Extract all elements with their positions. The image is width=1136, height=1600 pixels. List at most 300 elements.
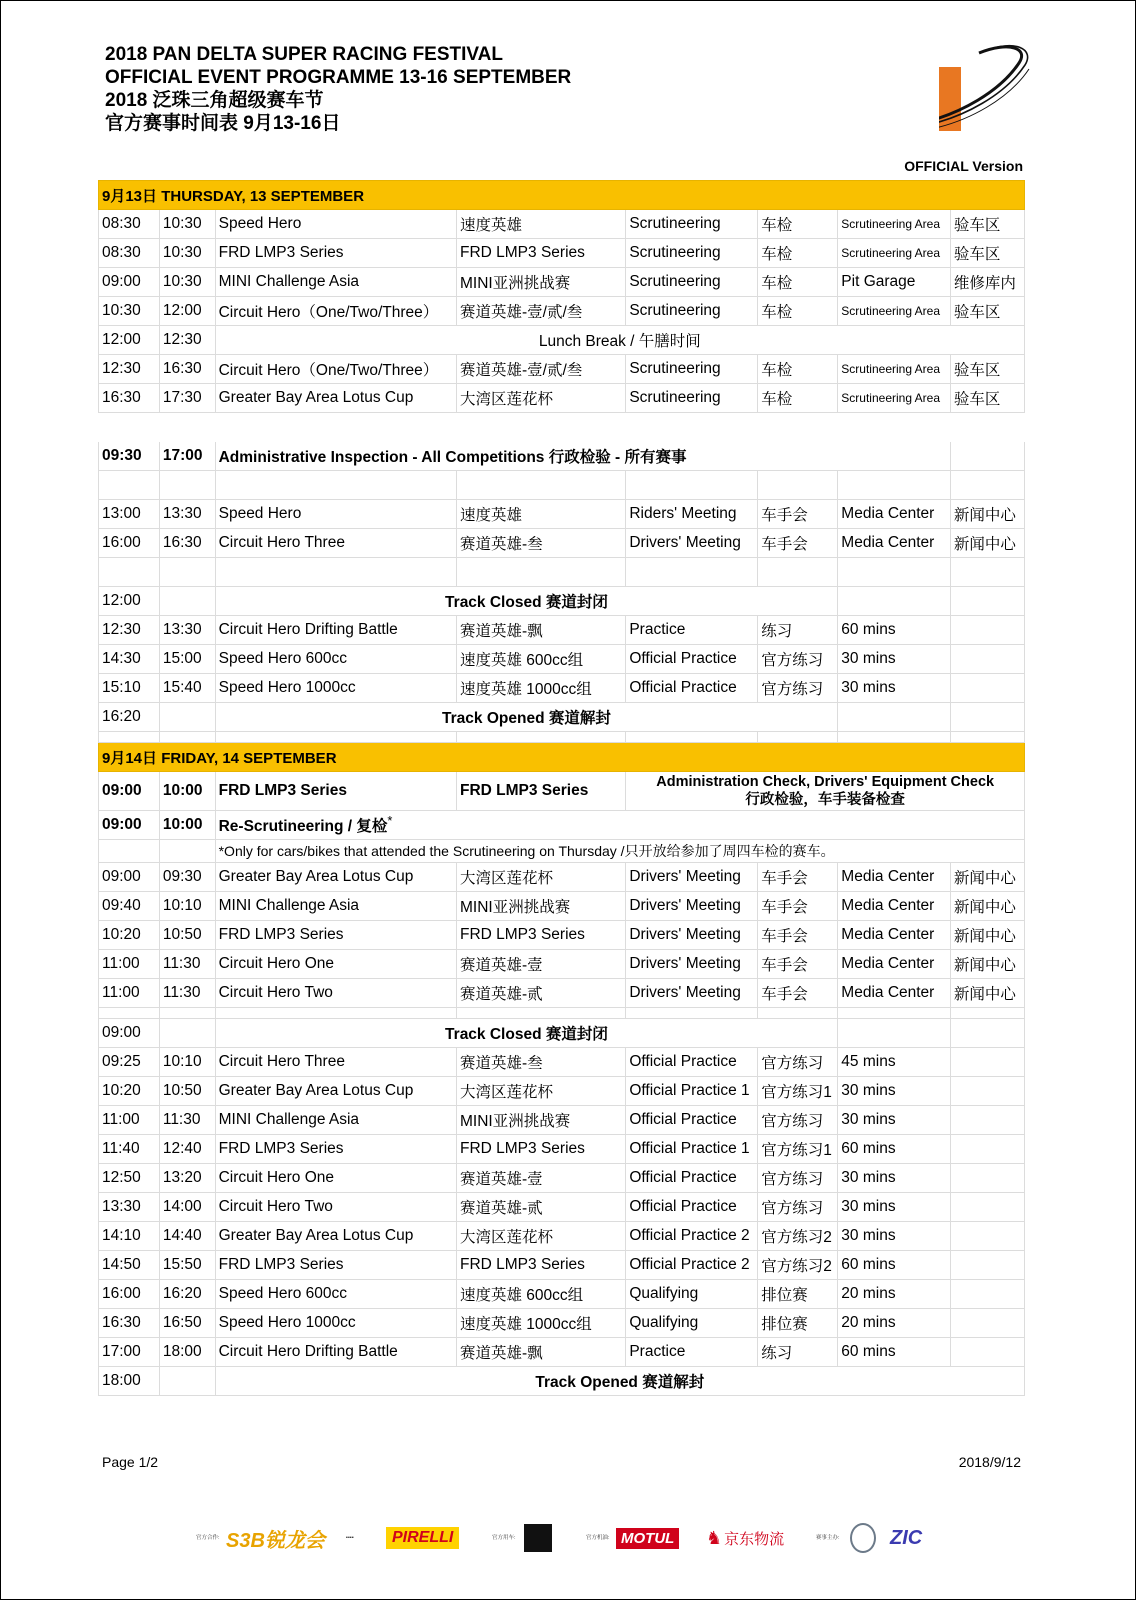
start-time: 14:30 bbox=[99, 645, 160, 674]
duration: 30 mins bbox=[838, 1193, 951, 1222]
location-en: Scrutineering Area bbox=[838, 210, 951, 239]
location-en: Media Center bbox=[838, 529, 951, 558]
event-name-en: Circuit Hero Three bbox=[215, 1048, 456, 1077]
activity-cn: 官方练习1 bbox=[758, 1077, 838, 1106]
sponsor-name: 京东物流 bbox=[724, 1530, 785, 1548]
title-line-2: OFFICIAL EVENT PROGRAMME 13-16 SEPTEMBER bbox=[105, 67, 572, 88]
location-cn: 维修库内 bbox=[950, 268, 1024, 297]
empty-cell bbox=[950, 732, 1024, 743]
end-time: 12:40 bbox=[159, 1135, 215, 1164]
event-name-en: Greater Bay Area Lotus Cup bbox=[215, 863, 456, 892]
event-name-en: Circuit Hero One bbox=[215, 950, 456, 979]
start-time: 14:10 bbox=[99, 1222, 160, 1251]
event-name-en: Circuit Hero（One/Two/Three） bbox=[215, 355, 456, 384]
sponsor-name: ZIC bbox=[890, 1526, 923, 1549]
end-time: 10:50 bbox=[159, 921, 215, 950]
empty-cell bbox=[626, 471, 758, 500]
schedule-row bbox=[99, 863, 1025, 892]
time: 18:00 bbox=[99, 1367, 160, 1396]
empty-cell bbox=[950, 1193, 1024, 1222]
schedule-row bbox=[99, 950, 1025, 979]
start-time: 16:30 bbox=[99, 1309, 160, 1338]
empty-cell bbox=[950, 558, 1024, 587]
location-cn: 新闻中心 bbox=[950, 500, 1024, 529]
sponsor-name: PIRELLI bbox=[386, 1527, 459, 1549]
sponsor-name: MOTUL bbox=[616, 1528, 679, 1549]
event-name-en: Circuit Hero Two bbox=[215, 1193, 456, 1222]
sponsor-strip bbox=[196, 1519, 956, 1557]
title-line-1: 2018 PAN DELTA SUPER RACING FESTIVAL bbox=[105, 44, 503, 65]
session-row bbox=[99, 1309, 1025, 1338]
end-time: 13:20 bbox=[159, 1164, 215, 1193]
activity-en: Official Practice 1 bbox=[626, 1135, 758, 1164]
location-en: Scrutineering Area bbox=[838, 384, 951, 413]
end-time: 11:30 bbox=[159, 950, 215, 979]
admin-check-row bbox=[99, 772, 1025, 811]
activity-cn: 官方练习 bbox=[758, 1048, 838, 1077]
activity-cn: 官方练习1 bbox=[758, 1135, 838, 1164]
start-time: 12:00 bbox=[99, 326, 160, 355]
empty-cell bbox=[950, 616, 1024, 645]
duration: 20 mins bbox=[838, 1280, 951, 1309]
activity-cn: 官方练习 bbox=[758, 1164, 838, 1193]
track-status-label: Track Opened 赛道解封 bbox=[215, 1367, 1024, 1396]
location-cn: 验车区 bbox=[950, 239, 1024, 268]
location-en: Pit Garage bbox=[838, 268, 951, 297]
event-name-cn: FRD LMP3 Series bbox=[456, 239, 625, 268]
activity-cn: 车手会 bbox=[758, 979, 838, 1008]
activity-en: Practice bbox=[626, 616, 758, 645]
session-row bbox=[99, 1338, 1025, 1367]
admin-inspection-row bbox=[99, 442, 1025, 471]
day-title: 9月13日 THURSDAY, 13 SEPTEMBER bbox=[99, 181, 1025, 210]
rescrutineering-label bbox=[215, 811, 1024, 840]
admin-check-label-en: Administration Check, Drivers' Equipment Check bbox=[656, 774, 995, 790]
end-time: 09:30 bbox=[159, 863, 215, 892]
empty-cell bbox=[215, 1008, 456, 1019]
event-name-cn: 速度英雄 1000cc组 bbox=[456, 674, 625, 703]
activity-cn: 车手会 bbox=[758, 950, 838, 979]
location-en: Media Center bbox=[838, 500, 951, 529]
end-time: 11:30 bbox=[159, 1106, 215, 1135]
event-name-en: MINI Challenge Asia bbox=[215, 892, 456, 921]
start-time: 13:00 bbox=[99, 500, 160, 529]
empty-cell bbox=[215, 471, 456, 500]
schedule-row bbox=[99, 500, 1025, 529]
end-time: 14:00 bbox=[159, 1193, 215, 1222]
time: 12:00 bbox=[99, 587, 160, 616]
empty-cell bbox=[159, 1008, 215, 1019]
end-time: 15:40 bbox=[159, 674, 215, 703]
empty-cell bbox=[950, 1222, 1024, 1251]
empty-cell bbox=[456, 1008, 625, 1019]
end-time: 16:30 bbox=[159, 355, 215, 384]
empty-cell bbox=[215, 732, 456, 743]
track-status-label: Track Closed 赛道封闭 bbox=[215, 587, 838, 616]
end-time: 13:30 bbox=[159, 500, 215, 529]
rescrutineering-text: Re-Scrutineering / 复检 bbox=[218, 818, 388, 836]
empty-cell bbox=[456, 413, 625, 442]
activity-cn: 排位赛 bbox=[758, 1280, 838, 1309]
empty-cell bbox=[838, 587, 951, 616]
start-time: 13:30 bbox=[99, 1193, 160, 1222]
location-cn: 验车区 bbox=[950, 210, 1024, 239]
empty-cell bbox=[758, 732, 838, 743]
duration: 60 mins bbox=[838, 616, 951, 645]
footnote-text: *Only for cars/bikes that attended the Scrutineering on Thursday /只开放给参加了周四车检的赛车。 bbox=[215, 840, 1024, 863]
event-name-cn: 赛道英雄-贰 bbox=[456, 979, 625, 1008]
activity-cn: 官方练习2 bbox=[758, 1251, 838, 1280]
session-row bbox=[99, 1193, 1025, 1222]
empty-cell bbox=[626, 1008, 758, 1019]
event-name-cn: 速度英雄 600cc组 bbox=[456, 645, 625, 674]
location-cn: 验车区 bbox=[950, 297, 1024, 326]
location-en: Media Center bbox=[838, 863, 951, 892]
event-name-cn: FRD LMP3 Series bbox=[456, 772, 625, 811]
event-name-en: Speed Hero bbox=[215, 500, 456, 529]
spacer-row bbox=[99, 1008, 1025, 1019]
duration: 45 mins bbox=[838, 1048, 951, 1077]
event-name-en: Speed Hero bbox=[215, 210, 456, 239]
time: 09:00 bbox=[99, 1019, 160, 1048]
session-row bbox=[99, 1222, 1025, 1251]
spacer-row bbox=[99, 413, 1025, 442]
end-time: 10:00 bbox=[159, 772, 215, 811]
session-row bbox=[99, 1135, 1025, 1164]
activity-cn: 车手会 bbox=[758, 892, 838, 921]
activity-en: Qualifying bbox=[626, 1280, 758, 1309]
admin-inspection-label: Administrative Inspection - All Competitions 行政检验 - 所有赛事 bbox=[215, 442, 950, 471]
start-time: 09:30 bbox=[99, 442, 160, 471]
activity-en: Official Practice bbox=[626, 1048, 758, 1077]
location-cn: 新闻中心 bbox=[950, 892, 1024, 921]
activity-cn: 车手会 bbox=[758, 500, 838, 529]
end-time: 14:40 bbox=[159, 1222, 215, 1251]
empty-cell bbox=[215, 558, 456, 587]
start-time: 12:50 bbox=[99, 1164, 160, 1193]
event-name-cn: 速度英雄 600cc组 bbox=[456, 1280, 625, 1309]
activity-en: Drivers' Meeting bbox=[626, 979, 758, 1008]
end-time: 16:20 bbox=[159, 1280, 215, 1309]
event-name-cn: MINI亚洲挑战赛 bbox=[456, 1106, 625, 1135]
empty-cell bbox=[758, 558, 838, 587]
event-name-en: FRD LMP3 Series bbox=[215, 1135, 456, 1164]
location-en: Scrutineering Area bbox=[838, 355, 951, 384]
session-row bbox=[99, 1164, 1025, 1193]
session-row bbox=[99, 1077, 1025, 1106]
end-time: 16:50 bbox=[159, 1309, 215, 1338]
end-time: 10:30 bbox=[159, 210, 215, 239]
location-cn: 新闻中心 bbox=[950, 863, 1024, 892]
schedule-row bbox=[99, 239, 1025, 268]
empty-cell bbox=[626, 558, 758, 587]
activity-en: Drivers' Meeting bbox=[626, 529, 758, 558]
duration: 30 mins bbox=[838, 1106, 951, 1135]
empty-cell bbox=[99, 732, 160, 743]
event-name-en: FRD LMP3 Series bbox=[215, 921, 456, 950]
event-name-en: MINI Challenge Asia bbox=[215, 268, 456, 297]
empty-cell bbox=[456, 732, 625, 743]
time: 16:20 bbox=[99, 703, 160, 732]
event-name-cn: 赛道英雄-飘 bbox=[456, 616, 625, 645]
start-time: 12:30 bbox=[99, 616, 160, 645]
activity-cn: 车检 bbox=[758, 355, 838, 384]
location-en: Media Center bbox=[838, 921, 951, 950]
event-name-en: Circuit Hero One bbox=[215, 1164, 456, 1193]
track-status-label: Track Opened 赛道解封 bbox=[215, 703, 838, 732]
empty-cell bbox=[950, 674, 1024, 703]
empty-cell bbox=[99, 413, 160, 442]
empty-cell bbox=[758, 413, 838, 442]
empty-cell bbox=[456, 558, 625, 587]
event-name-cn: FRD LMP3 Series bbox=[456, 1135, 625, 1164]
empty-cell bbox=[159, 471, 215, 500]
empty-cell bbox=[950, 1048, 1024, 1077]
duration: 30 mins bbox=[838, 1077, 951, 1106]
activity-en: Scrutineering bbox=[626, 297, 758, 326]
activity-cn: 车检 bbox=[758, 384, 838, 413]
activity-en: Qualifying bbox=[626, 1309, 758, 1338]
end-time: 13:30 bbox=[159, 616, 215, 645]
version-label: OFFICIAL Version bbox=[904, 158, 1023, 174]
event-name-en: FRD LMP3 Series bbox=[215, 239, 456, 268]
empty-cell bbox=[950, 1106, 1024, 1135]
end-time: 10:30 bbox=[159, 239, 215, 268]
event-name-en: Greater Bay Area Lotus Cup bbox=[215, 1077, 456, 1106]
event-name-cn: 赛道英雄-壹/贰/叁 bbox=[456, 297, 625, 326]
duration: 30 mins bbox=[838, 645, 951, 674]
empty-cell bbox=[99, 840, 160, 863]
empty-cell bbox=[838, 413, 951, 442]
activity-en: Drivers' Meeting bbox=[626, 863, 758, 892]
empty-cell bbox=[159, 732, 215, 743]
end-time: 15:00 bbox=[159, 645, 215, 674]
empty-cell bbox=[950, 645, 1024, 674]
event-name-cn: 大湾区莲花杯 bbox=[456, 1222, 625, 1251]
empty-cell bbox=[159, 703, 215, 732]
activity-cn: 官方练习2 bbox=[758, 1222, 838, 1251]
activity-en: Scrutineering bbox=[626, 268, 758, 297]
event-name-cn: 赛道英雄-叁 bbox=[456, 529, 625, 558]
start-time: 09:00 bbox=[99, 863, 160, 892]
start-time: 09:00 bbox=[99, 811, 160, 840]
event-name-cn: 速度英雄 bbox=[456, 210, 625, 239]
end-time: 16:30 bbox=[159, 529, 215, 558]
emblem-icon bbox=[850, 1523, 876, 1553]
event-name-cn: 赛道英雄-飘 bbox=[456, 1338, 625, 1367]
admin-check-label bbox=[626, 772, 1025, 811]
empty-cell bbox=[159, 840, 215, 863]
event-name-en: Circuit Hero Three bbox=[215, 529, 456, 558]
title-line-4: 官方赛事时间表 9月13-16日 bbox=[105, 113, 341, 134]
end-time: 12:00 bbox=[159, 297, 215, 326]
duration: 30 mins bbox=[838, 1222, 951, 1251]
location-cn: 新闻中心 bbox=[950, 979, 1024, 1008]
activity-cn: 练习 bbox=[758, 1338, 838, 1367]
empty-cell bbox=[950, 1135, 1024, 1164]
start-time: 08:30 bbox=[99, 239, 160, 268]
empty-cell bbox=[950, 1019, 1024, 1048]
start-time: 16:00 bbox=[99, 1280, 160, 1309]
day-title: 9月14日 FRIDAY, 14 SEPTEMBER bbox=[99, 743, 1025, 772]
event-name-cn: 速度英雄 1000cc组 bbox=[456, 1309, 625, 1338]
event-name-cn: MINI亚洲挑战赛 bbox=[456, 268, 625, 297]
location-cn: 验车区 bbox=[950, 384, 1024, 413]
end-time: 18:00 bbox=[159, 1338, 215, 1367]
activity-cn: 车手会 bbox=[758, 921, 838, 950]
activity-cn: 练习 bbox=[758, 616, 838, 645]
event-name-en: Circuit Hero Two bbox=[215, 979, 456, 1008]
activity-cn: 官方练习 bbox=[758, 1193, 838, 1222]
end-time: 10:50 bbox=[159, 1077, 215, 1106]
empty-cell bbox=[626, 732, 758, 743]
start-time: 10:20 bbox=[99, 1077, 160, 1106]
empty-cell bbox=[99, 558, 160, 587]
event-name-en: Speed Hero 600cc bbox=[215, 645, 456, 674]
activity-cn: 车检 bbox=[758, 239, 838, 268]
empty-cell bbox=[838, 732, 951, 743]
spacer-row bbox=[99, 732, 1025, 743]
activity-en: Scrutineering bbox=[626, 384, 758, 413]
event-name-en: FRD LMP3 Series bbox=[215, 1251, 456, 1280]
empty-cell bbox=[838, 1008, 951, 1019]
track-status-row bbox=[99, 587, 1025, 616]
duration: 60 mins bbox=[838, 1251, 951, 1280]
activity-cn: 车手会 bbox=[758, 863, 838, 892]
event-name-en: Circuit Hero（One/Two/Three） bbox=[215, 297, 456, 326]
start-time: 14:50 bbox=[99, 1251, 160, 1280]
activity-cn: 排位赛 bbox=[758, 1309, 838, 1338]
event-name-en: Speed Hero 600cc bbox=[215, 1280, 456, 1309]
event-name-en: MINI Challenge Asia bbox=[215, 1106, 456, 1135]
lunch-break-row bbox=[99, 326, 1025, 355]
end-time: 10:10 bbox=[159, 892, 215, 921]
location-cn: 新闻中心 bbox=[950, 950, 1024, 979]
session-row bbox=[99, 1280, 1025, 1309]
location-en: Scrutineering Area bbox=[838, 297, 951, 326]
session-row bbox=[99, 674, 1025, 703]
empty-cell bbox=[950, 1164, 1024, 1193]
start-time: 16:30 bbox=[99, 384, 160, 413]
empty-cell bbox=[159, 413, 215, 442]
empty-cell bbox=[838, 1019, 951, 1048]
end-time: 17:00 bbox=[159, 442, 215, 471]
location-cn: 新闻中心 bbox=[950, 921, 1024, 950]
session-row bbox=[99, 645, 1025, 674]
empty-cell bbox=[159, 1019, 215, 1048]
empty-cell bbox=[456, 471, 625, 500]
rescrutineering-row bbox=[99, 811, 1025, 840]
activity-en: Official Practice bbox=[626, 645, 758, 674]
activity-cn: 官方练习 bbox=[758, 1106, 838, 1135]
activity-cn: 车手会 bbox=[758, 529, 838, 558]
event-name-cn: 赛道英雄-壹 bbox=[456, 950, 625, 979]
empty-cell bbox=[950, 703, 1024, 732]
event-name-en: Speed Hero 1000cc bbox=[215, 1309, 456, 1338]
empty-cell bbox=[159, 1367, 215, 1396]
event-name-cn: 大湾区莲花杯 bbox=[456, 384, 625, 413]
empty-cell bbox=[159, 587, 215, 616]
duration: 60 mins bbox=[838, 1135, 951, 1164]
start-time: 09:25 bbox=[99, 1048, 160, 1077]
start-time: 16:00 bbox=[99, 529, 160, 558]
end-time: 10:10 bbox=[159, 1048, 215, 1077]
empty-cell bbox=[159, 558, 215, 587]
duration: 30 mins bbox=[838, 674, 951, 703]
empty-cell bbox=[950, 1251, 1024, 1280]
footnote-row bbox=[99, 840, 1025, 863]
duration: 60 mins bbox=[838, 1338, 951, 1367]
sponsor-caption: 官方机油: bbox=[586, 1534, 610, 1541]
day-header-band bbox=[99, 181, 1025, 210]
admin-check-label-cn: 行政检验，车手装备检查 bbox=[745, 792, 905, 808]
jd-dog-icon: ♞ bbox=[706, 1527, 723, 1548]
activity-en: Official Practice 2 bbox=[626, 1251, 758, 1280]
activity-cn: 车检 bbox=[758, 210, 838, 239]
schedule-body bbox=[99, 181, 1025, 1396]
sponsor-caption: 赛事主办: bbox=[816, 1534, 840, 1541]
event-name-en: Greater Bay Area Lotus Cup bbox=[215, 384, 456, 413]
event-name-cn: 大湾区莲花杯 bbox=[456, 863, 625, 892]
start-time: 15:10 bbox=[99, 674, 160, 703]
location-en: Media Center bbox=[838, 950, 951, 979]
event-name-cn: 赛道英雄-壹 bbox=[456, 1164, 625, 1193]
page-number: Page 1/2 bbox=[102, 1454, 159, 1470]
sponsor-caption: 官方用车: bbox=[492, 1534, 516, 1541]
track-status-row bbox=[99, 1019, 1025, 1048]
document-date: 2018/9/12 bbox=[958, 1454, 1021, 1470]
event-name-en: FRD LMP3 Series bbox=[215, 772, 456, 811]
activity-en: Scrutineering bbox=[626, 210, 758, 239]
activity-en: Official Practice 1 bbox=[626, 1077, 758, 1106]
end-time: 10:00 bbox=[159, 811, 215, 840]
event-name-cn: 赛道英雄-贰 bbox=[456, 1193, 625, 1222]
spacer-row bbox=[99, 471, 1025, 500]
empty-cell bbox=[838, 471, 951, 500]
event-name-cn: 赛道英雄-叁 bbox=[456, 1048, 625, 1077]
activity-en: Scrutineering bbox=[626, 355, 758, 384]
activity-cn: 官方练习 bbox=[758, 645, 838, 674]
empty-cell bbox=[950, 1077, 1024, 1106]
sponsor-s3b bbox=[196, 1523, 325, 1553]
session-row bbox=[99, 1251, 1025, 1280]
start-time: 17:00 bbox=[99, 1338, 160, 1367]
sponsor-jd bbox=[706, 1523, 784, 1553]
activity-en: Official Practice bbox=[626, 1106, 758, 1135]
schedule-row bbox=[99, 529, 1025, 558]
duration: 20 mins bbox=[838, 1309, 951, 1338]
event-name-cn: 赛道英雄-壹/贰/叁 bbox=[456, 355, 625, 384]
empty-cell bbox=[838, 703, 951, 732]
track-status-row bbox=[99, 1367, 1025, 1396]
sponsor-logo-icon bbox=[524, 1524, 552, 1552]
schedule-row bbox=[99, 892, 1025, 921]
activity-cn: 车检 bbox=[758, 297, 838, 326]
empty-cell bbox=[950, 413, 1024, 442]
schedule-table bbox=[98, 180, 1025, 1396]
start-time: 11:00 bbox=[99, 1106, 160, 1135]
location-cn: 新闻中心 bbox=[950, 529, 1024, 558]
activity-en: Scrutineering bbox=[626, 239, 758, 268]
empty-cell bbox=[950, 587, 1024, 616]
sponsor-car bbox=[492, 1523, 552, 1553]
session-row bbox=[99, 1048, 1025, 1077]
end-time: 15:50 bbox=[159, 1251, 215, 1280]
location-en: Scrutineering Area bbox=[838, 239, 951, 268]
event-name-cn: FRD LMP3 Series bbox=[456, 1251, 625, 1280]
activity-en: Official Practice bbox=[626, 1193, 758, 1222]
schedule-row bbox=[99, 921, 1025, 950]
